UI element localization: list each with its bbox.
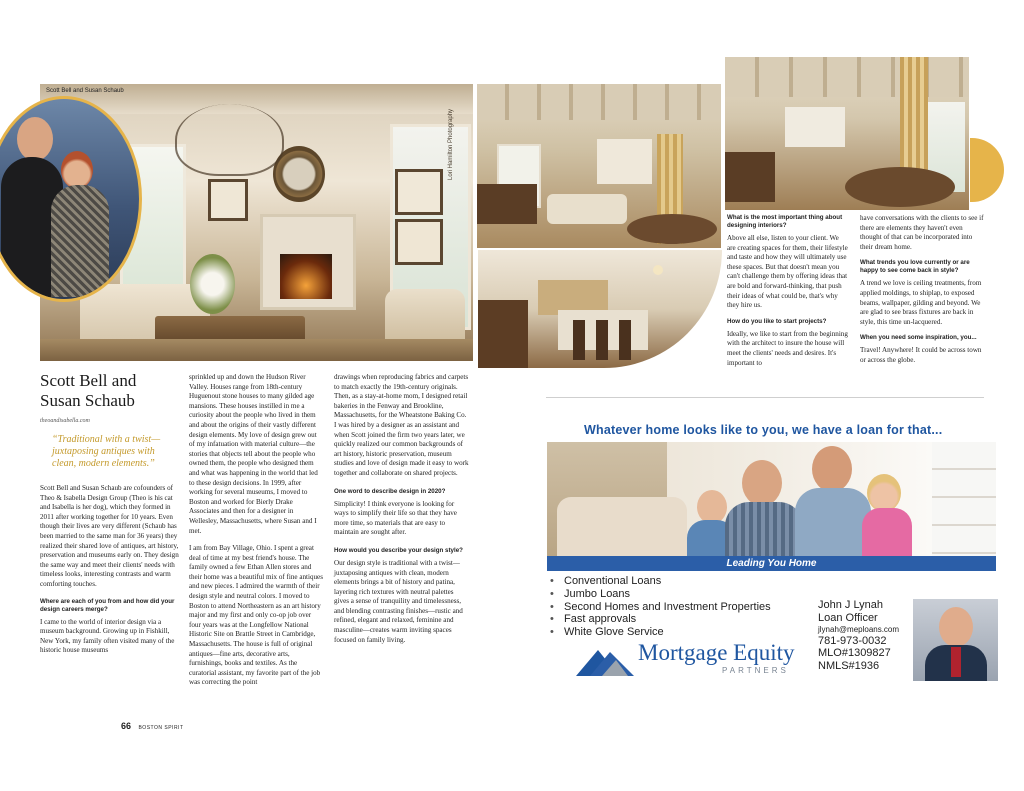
officer-title: Loan Officer xyxy=(818,611,878,624)
ad-headline: Whatever home looks like to you, we have a loan for that... xyxy=(584,423,943,437)
page-footer xyxy=(121,716,184,734)
question-origins: Where are each of you from and how did your design careers merge? xyxy=(40,597,175,613)
question-important: What is the most important thing about designing interiors? xyxy=(727,214,843,229)
gold-accent-circle xyxy=(970,138,1004,202)
service-item: • Conventional Loans xyxy=(550,575,810,588)
officer-mlo: MLO#1309827 xyxy=(818,647,891,660)
text-column-5: have conversations with the clients to see if there are elements they haven't even thought of that can be incorporated into their dream home. What trends you love currently or are happy to see come back in style? A trend we love is ceiling treatments, from applied moldings, to shiplap, to exposed beams, wallpaper, gilding and beyond. We are glad to see brass fixtures are back in style, this time un-lacquered. When you need some inspiration, you... Travel! Anywhere! It could be across town or across the globe. xyxy=(860,214,984,364)
ad-services-list xyxy=(550,575,810,639)
text-column-3: drawings when reproducing fabrics and carpets to match exactly the 19th-century originals. Then, as a stay-at-home mom, I designed retail bakeries in the Fenway and Brookline, Massachusetts, for the Wheatstone Baking Co. I was hired by a designer as an assistant and when Scott joined the firm two years later, we quickly realized our common backgrounds of art history, historic preservation, museum studies and love of design made it easy to work together and collaborate on shared projects. One word to describe design in 2020? Simplicity! I think everyone is looking for ways to simplify their life so that they have more time, so materials that are easy to maintain are sought after. How would you describe your design style? Our design style is traditional with a twist—juxtaposing antiques with clean, modern elements brings a bit of history and patina, layering rich textures with neutral palettes gives a sense of tranquility and timelessness, and blending contrasting finishes—rustic and refined, elegant and relaxed, feminine and masculine—creates warm inviting spaces focused on family living. xyxy=(334,373,469,644)
kitchen-island-photo xyxy=(478,250,722,368)
officer-phone[interactable]: 781-973-0032 xyxy=(818,634,887,647)
dining-room-photo xyxy=(725,57,969,210)
publication-name: BOSTON SPIRIT xyxy=(138,725,184,731)
page-number: 66 xyxy=(121,721,132,731)
officer-name: John J Lynah xyxy=(818,599,884,611)
pull-quote: “Traditional with a twist—juxtaposing antiques with clean, modern elements.” xyxy=(52,434,161,469)
photo-credit-main: Scott Bell and Susan Schaub xyxy=(46,88,124,94)
logo-subtitle: PARTNERS xyxy=(722,666,789,675)
kitchen-overview-photo xyxy=(477,84,721,248)
question-inspiration: When you need some inspiration, you... xyxy=(860,334,977,342)
logo-name: Mortgage Equity xyxy=(638,640,795,665)
intro-paragraph: Scott Bell and Susan Schaub are cofounders of Theo & Isabella Design Group (Theo is his cat and Isabella is her dog), which they formed in 2011 after working together for 10 years. Even though their lives are very different (Schaub has been married to the same man for 36 years) they realized their shared love of antiques, art history, preservation and museums early on. They design the same way and meet their clients' needs with timeless looks, interesting contrasts and warm comforting touches. xyxy=(40,484,179,588)
ad-banner-text: Leading You Home xyxy=(726,558,817,569)
answer-origins: I came to the world of interior design via a museum background. Growing up in Fishkill, New York, my family often visited many of the historic house museums xyxy=(40,617,175,655)
question-trends: What trends you love currently or are happy to see come back in style? xyxy=(860,259,970,275)
text-column-1 xyxy=(40,484,180,656)
logo-mountain-icon xyxy=(576,642,634,676)
service-item: • Jumbo Loans xyxy=(550,588,810,601)
profile-website: theoandisabella.com xyxy=(40,418,90,424)
question-design-style: How would you describe your design style? xyxy=(334,546,463,554)
question-start-projects: How do you like to start projects? xyxy=(727,317,827,325)
ad-banner xyxy=(547,556,996,571)
loan-officer-headshot xyxy=(913,599,998,681)
question-one-word: One word to describe design in 2020? xyxy=(334,487,446,495)
family-ad-photo xyxy=(547,442,996,556)
officer-email[interactable]: jlynah@meploans.com xyxy=(818,624,900,634)
service-item: • White Glove Service xyxy=(550,626,810,639)
text-column-2: sprinkled up and down the Hudson River Valley. Houses range from 18th-century Huguenout stone houses to many gilded age mansions. These houses instilled in me a curiosity about the people who lived in them and about the origins of their vastly different design elements. My love of design grew out of my infatuation with material culture—the stories that objects tell about the people who owned them, the people who designed them and what was happening in the world that led to these design decisions. In 1999, after working for several museums, I moved to Boston and worked for Bierly Drake Associates and then for a designer in Wellesley, Massachusetts, where Susan and I met. I am from Bay Village, Ohio. I spent a great deal of time at my best friend's house. The family owned a few Ethan Allen stores and their home was a beautiful mix of fine antiques and new pieces. I admired the warmth of their design style and neutral colors. I moved to Boston to attend Northeastern as an art history major and my first and only co-op job over four years was at the Longfellow National Historic Site on Brattle Street in Cambridge, Massachusetts. The house is full of original antiques—fine arts, decorative arts, furnishings, books and textiles. As the curatorial assistant, my favorite part of the job was correcting the point xyxy=(189,373,323,687)
profile-name: Scott Bell and Susan Schaub xyxy=(40,371,137,410)
officer-nmls: NMLS#1936 xyxy=(818,660,880,673)
text-column-4: What is the most important thing about designing interiors? Above all else, listen to your client. We are creating spaces for them, their lifestyle and taste and how they will ultimately use these spaces. But that doesn't mean you can't challenge them by offering ideas that are bold and forward-thinking, that push their ideas of what could be, that's why they hire us. How do you like to start projects? Ideally, we like to start from the beginning with the architect to insure the house will meet the clients' needs and desires. It's important to xyxy=(727,214,848,367)
service-item: • Fast approvals xyxy=(550,613,810,626)
loan-officer-contact xyxy=(818,599,918,673)
service-item: • Second Homes and Investment Properties xyxy=(550,601,810,614)
mortgage-equity-logo xyxy=(576,640,816,680)
ad-divider xyxy=(546,397,984,398)
photo-credit-vertical: Lori Hamilton Photography xyxy=(448,108,454,180)
